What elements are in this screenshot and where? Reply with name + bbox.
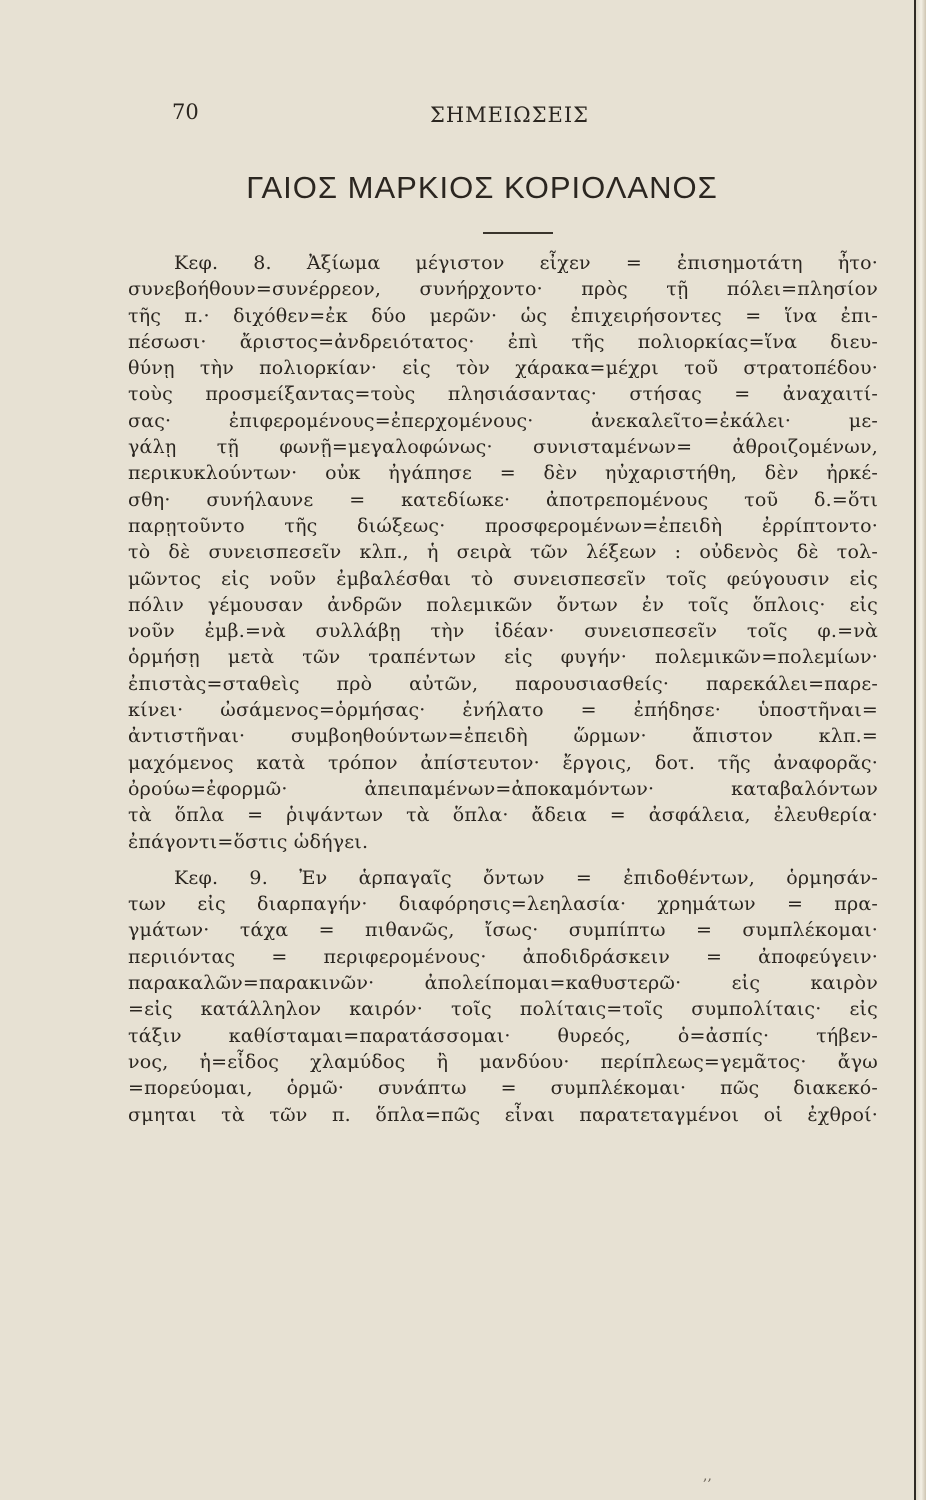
text-line: πόλιν γέμουσαν ἀνδρῶν πολεμικῶν ὄντων ἐν τοῖς ὅπλοις· εἰς: [128, 593, 878, 616]
text-line: ὀρούω=ἐφορμῶ· ἀπειπαμένων=ἀποκαμόντων· καταβαλόντων: [128, 777, 878, 800]
text-line: τάξιν καθίσταμαι=παρατάσσομαι· θυρεός, ὁ=ἀσπίς· τήβεν-: [128, 1024, 878, 1047]
running-head: ΣΗΜΕΙΩΣΕΙΣ: [430, 103, 590, 127]
paragraph-chapter-8: [128, 250, 878, 855]
text-line: ὁρμήσῃ μετὰ τῶν τραπέντων εἰς φυγήν· πολεμικῶν=πολεμίων·: [128, 646, 878, 669]
text-line: =πορεύομαι, ὁρμῶ· συνάπτω = συμπλέκομαι· πῶς διακεκό-: [128, 1077, 878, 1100]
text-line: σμηται τὰ τῶν π. ὅπλα=πῶς εἶναι παρατεταγμένοι οἱ ἐχθροί·: [128, 1103, 878, 1126]
text-line: περικυκλούντων· οὐκ ἠγάπησε = δὲν ηὐχαριστήθη, δὲν ἠρκέ-: [128, 462, 878, 485]
text-line: σας· ἐπιφερομένους=ἐπερχομένους· ἀνεκαλεῖτο=ἐκάλει· με-: [128, 409, 878, 432]
text-line: μῶντος εἰς νοῦν ἐμβαλέσθαι τὸ συνεισπεσεῖν τοῖς φεύγουσιν εἰς: [128, 567, 878, 590]
page-number: 70: [172, 100, 199, 124]
text-line: τοὺς προσμείξαντας=τοὺς πλησιάσαντας· στήσας = ἀναχαιτί-: [128, 383, 878, 406]
text-line: Κεφ. 9. Ἐν ἁρπαγαῖς ὄντων = ἐπιδοθέντων, ὁρμησάν-: [174, 866, 878, 889]
chapter-title: ΓΑΙΟΣ ΜΑΡΚΙΟΣ ΚΟΡΙΟΛΑΝΟΣ: [246, 170, 718, 205]
text-line: ἀντιστῆναι· συμβοηθούντων=ἐπειδὴ ὥρμων· ἄπιστον κλπ.=: [128, 725, 878, 748]
text-line: γάλῃ τῇ φωνῇ=μεγαλοφώνως· συνισταμένων= ἀθροιζομένων,: [128, 436, 878, 459]
text-line: πέσωσι· ἄριστος=ἀνδρειότατος· ἐπὶ τῆς πολιορκίας=ἵνα διευ-: [128, 330, 878, 353]
footer-mark: ,,: [703, 1468, 712, 1484]
text-line: θύνῃ τὴν πολιορκίαν· εἰς τὸν χάρακα=μέχρι τοῦ στρατοπέδου·: [128, 357, 878, 380]
text-line: περιιόντας = περιφερομένους· ἀποδιδράσκειν = ἀποφεύγειν·: [128, 945, 878, 968]
title-rule: [483, 232, 553, 234]
text-line: παρακαλῶν=παρακινῶν· ἀπολείπομαι=καθυστερῶ· εἰς καιρὸν: [128, 972, 878, 995]
text-line: συνεβοήθουν=συνέρρεον, συνήρχοντο· πρὸς τῇ πόλει=πλησίον: [128, 278, 878, 301]
text-line: των εἰς διαρπαγήν· διαφόρησις=λεηλασία· χρημάτων = πρα-: [128, 893, 878, 916]
text-line: τὸ δὲ συνεισπεσεῖν κλπ., ἡ σειρὰ τῶν λέξεων : οὐδενὸς δὲ τολ-: [128, 541, 878, 564]
text-line: ἐπάγοντι=ὅστις ὡδήγει.: [128, 830, 369, 853]
text-line: Κεφ. 8. Ἀξίωμα μέγιστον εἶχεν = ἐπισημοτάτη ἦτο·: [174, 252, 878, 274]
page-edge-line: [914, 0, 916, 1500]
text-line: τὰ ὅπλα = ῥιψάντων τὰ ὅπλα· ἄδεια = ἀσφάλεια, ἐλευθερία·: [128, 804, 878, 827]
text-line: σθη· συνήλαυνε = κατεδίωκε· ἀποτρεπομένους τοῦ δ.=ὅτι: [128, 488, 878, 511]
text-line: νος, ἡ=εἶδος χλαμύδος ἢ μανδύου· περίπλεως=γεμᾶτος· ἄγω: [128, 1050, 878, 1073]
text-line: παρῃτοῦντο τῆς διώξεως· προσφερομένων=ἐπειδὴ ἐρρίπτοντο·: [128, 514, 878, 537]
text-line: ἐπιστὰς=σταθεὶς πρὸ αὐτῶν, παρουσιασθείς· παρεκάλει=παρε-: [128, 672, 878, 695]
notes-body: [128, 250, 878, 1128]
text-line: =εἰς κατάλληλον καιρόν· τοῖς πολίταις=τοῖς συμπολίταις· εἰς: [128, 998, 878, 1021]
text-line: κίνει· ὠσάμενος=ὁρμήσας· ἐνήλατο = ἐπήδησε· ὑποστῆναι=: [128, 699, 878, 722]
text-line: γμάτων· τάχα = πιθανῶς, ἴσως· συμπίπτω = συμπλέκομαι·: [128, 919, 878, 942]
text-line: νοῦν ἐμβ.=νὰ συλλάβῃ τὴν ἰδέαν· συνεισπεσεῖν τοῖς φ.=νὰ: [128, 620, 878, 643]
paragraph-chapter-9: [128, 865, 878, 1128]
text-line: μαχόμενος κατὰ τρόπον ἀπίστευτον· ἔργοις, δοτ. τῆς ἀναφορᾶς·: [128, 751, 878, 774]
text-line: τῆς π.· διχόθεν=ἐκ δύο μερῶν· ὡς ἐπιχειρήσοντες = ἵνα ἐπι-: [128, 304, 878, 327]
